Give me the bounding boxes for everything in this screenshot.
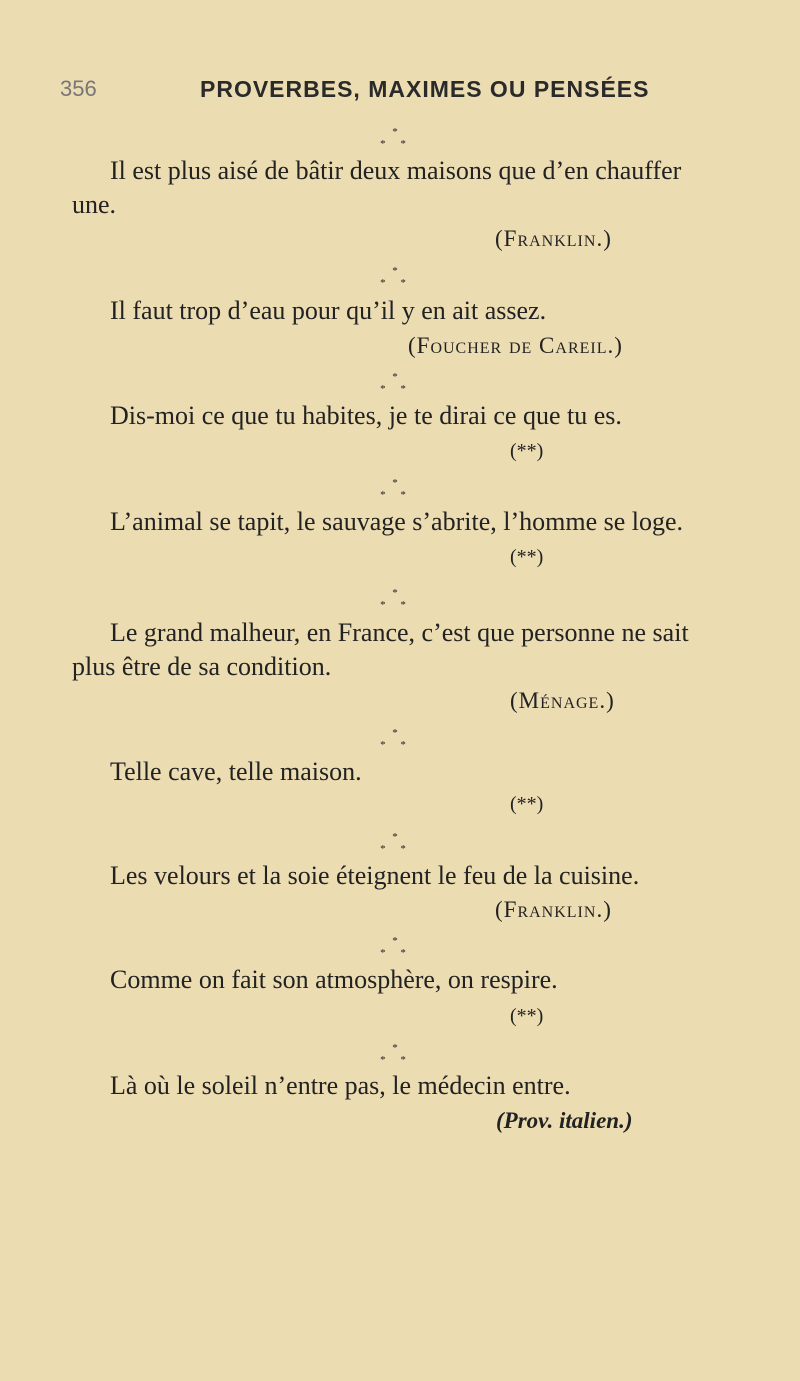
asterism-separator: * * * [380,587,412,611]
attribution: (**) [510,793,544,815]
asterism-separator: * * * [380,126,412,150]
proverb-line: Il est plus aisé de bâtir deux maisons que d’en chauffer [110,156,682,185]
attribution: (**) [510,440,544,462]
proverb-line: Il faut trop d’eau pour qu’il y en ait assez. [110,296,547,325]
proverb-line: Dis-moi ce que tu habites, je te dirai ce que tu es. [110,401,622,430]
attribution: (Foucher de Careil.) [408,333,623,358]
proverb-line: L’animal se tapit, le sauvage s’abrite, l’homme se loge. [110,507,684,536]
attribution: (Franklin.) [495,226,612,251]
asterism-separator: * * * [380,371,412,395]
attribution: (Prov. italien.) [496,1108,633,1133]
attribution: (Franklin.) [495,897,612,922]
running-title: PROVERBES, MAXIMES OU PENSÉES [200,76,650,102]
proverb-line: Comme on fait son atmosphère, on respire. [110,965,558,994]
proverb-line: Les velours et la soie éteignent le feu de la cuisine. [110,861,640,890]
attribution: (**) [510,546,544,568]
attribution: (Ménage.) [510,688,615,713]
proverb-line: une. [72,190,117,219]
asterism-separator: * * * [380,831,412,855]
proverb-line: Telle cave, telle maison. [110,757,362,786]
asterism-separator: * * * [380,477,412,501]
asterism-separator: * * * [380,1042,412,1066]
asterism-separator: * * * [380,727,412,751]
attribution: (**) [510,1005,544,1027]
asterism-separator: * * * [380,265,412,289]
asterism-separator: * * * [380,935,412,959]
proverb-line: Le grand malheur, en France, c’est que personne ne sait [110,618,689,647]
page-header [60,76,740,116]
proverb-line: plus être de sa condition. [72,652,332,681]
proverb-line: Là où le soleil n’entre pas, le médecin entre. [110,1071,571,1100]
page-number: 356 [60,76,97,101]
